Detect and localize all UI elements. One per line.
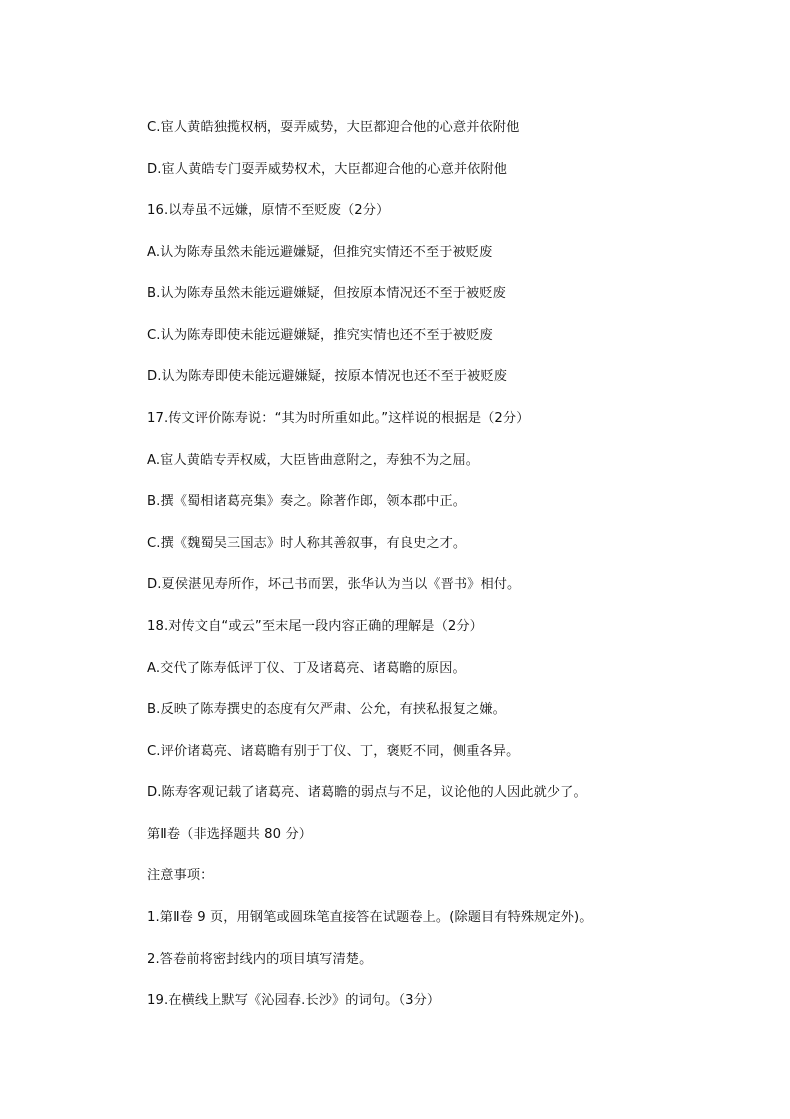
option-15c: C.宦人黄皓独揽权柄，耍弄威势，大臣都迎合他的心意并依附他	[147, 120, 520, 135]
option-18d: D.陈寿客观记载了诸葛亮、诸葛瞻的弱点与不足，议论他的人因此就少了。	[147, 785, 587, 800]
option-18a: A.交代了陈寿低评丁仪、丁及诸葛亮、诸葛瞻的原因。	[147, 661, 466, 676]
option-17a: A.宦人黄皓专弄权威，大臣皆曲意附之，寿独不为之屈。	[147, 453, 480, 468]
option-18c: C.评价诸葛亮、诸葛瞻有别于丁仪、丁，褒贬不同，侧重各异。	[147, 744, 520, 759]
note-2: 2.答卷前将密封线内的项目填写清楚。	[147, 952, 373, 967]
question-16: 16.以寿虽不远嫌，原情不至贬废（2分）	[147, 203, 390, 218]
option-16d: D.认为陈寿即使未能远避嫌疑，按原本情况也还不至于被贬废	[147, 369, 508, 384]
question-18: 18.对传文自“或云”至末尾一段内容正确的理解是（2分）	[147, 619, 483, 634]
option-17d: D.夏侯湛见寿所作，坏己书而罢，张华认为当以《晋书》相付。	[147, 577, 521, 592]
option-17b: B.撰《蜀相诸葛亮集》奏之。除著作郎，领本郡中正。	[147, 494, 467, 509]
option-18b: B.反映了陈寿撰史的态度有欠严肃、公允，有挟私报复之嫌。	[147, 702, 506, 717]
section-2-title: 第Ⅱ卷（非选择题共 80 分）	[147, 827, 313, 842]
option-15d: D.宦人黄皓专门耍弄威势权术，大臣都迎合他的心意并依附他	[147, 162, 508, 177]
question-17: 17.传文评价陈寿说：“其为时所重如此。”这样说的根据是（2分）	[147, 411, 530, 426]
notes-heading: 注意事项：	[147, 868, 214, 883]
option-16c: C.认为陈寿即使未能远避嫌疑，推究实情也还不至于被贬废	[147, 328, 493, 343]
question-19: 19.在横线上默写《沁园春.长沙》的词句。（3分）	[147, 993, 441, 1008]
option-16b: B.认为陈寿虽然未能远避嫌疑，但按原本情况还不至于被贬废	[147, 286, 506, 301]
option-16a: A.认为陈寿虽然未能远避嫌疑，但推究实情还不至于被贬废	[147, 245, 493, 260]
option-17c: C.撰《魏蜀吴三国志》时人称其善叙事，有良史之才。	[147, 536, 467, 551]
note-1: 1.第Ⅱ卷 9 页，用钢笔或圆珠笔直接答在试题卷上。(除题目有特殊规定外)。	[147, 910, 593, 925]
